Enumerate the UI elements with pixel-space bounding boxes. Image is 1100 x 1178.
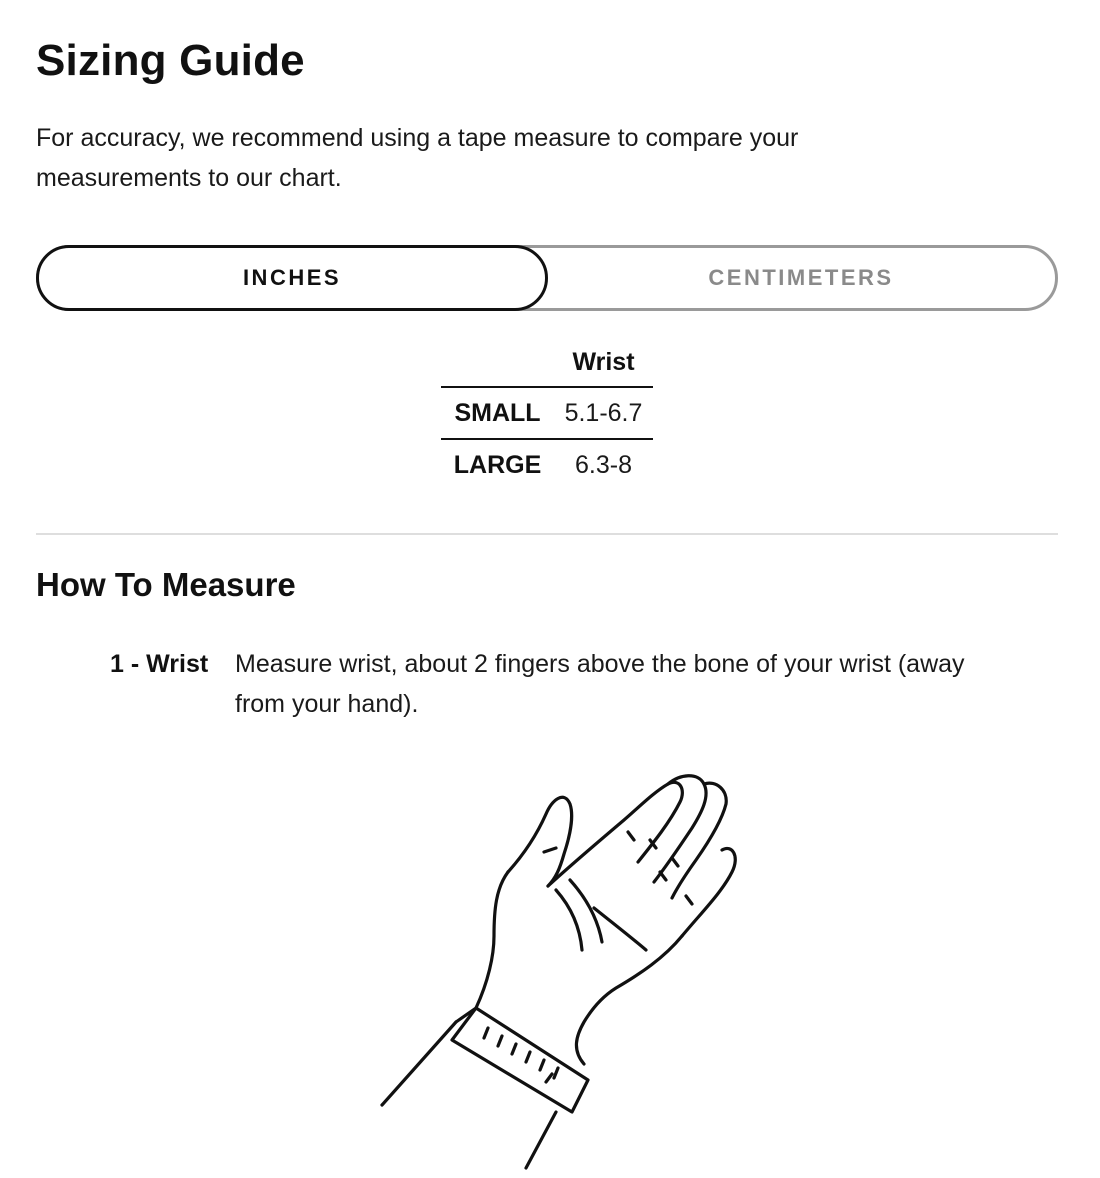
page-title: Sizing Guide	[36, 36, 305, 85]
table-row	[441, 439, 653, 490]
intro-text: For accuracy, we recommend using a tape measure to compare your measurements to our chart.	[36, 124, 799, 192]
hand-wrist-tape-measure-icon	[376, 760, 756, 1170]
unit-toggle	[36, 245, 1058, 309]
how-to-measure-title: How To Measure	[36, 566, 296, 603]
wrist-value: 5.1-6.7	[564, 398, 643, 427]
column-header-wrist: Wrist	[572, 347, 635, 376]
step-label: 1 - Wrist	[110, 650, 209, 678]
wrist-value: 6.3-8	[575, 450, 632, 479]
size-label: LARGE	[453, 450, 542, 479]
unit-option-centimeters[interactable]: CENTIMETERS	[708, 265, 894, 290]
table-row	[441, 387, 653, 439]
size-table-corner	[441, 338, 554, 387]
step-text: Measure wrist, about 2 fingers above the bone of your wrist (away from your hand).	[235, 650, 965, 718]
section-divider	[36, 533, 1058, 535]
sizing-guide-page	[36, 0, 1058, 1178]
unit-option-inches[interactable]: INCHES	[36, 245, 548, 311]
size-label: SMALL	[454, 398, 541, 427]
size-table-header	[441, 338, 653, 387]
size-table	[441, 338, 653, 490]
